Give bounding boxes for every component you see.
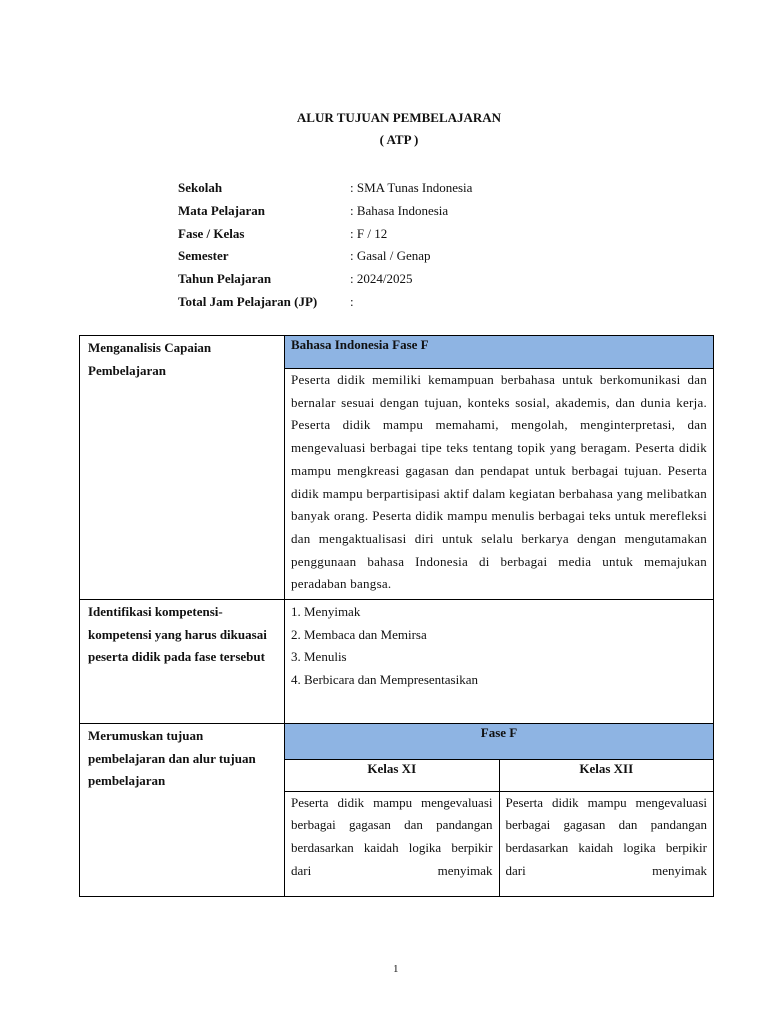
kelas-xii-text: Peserta didik mampu mengevaluasi berbagai gagasan dan pandangan berdasarkan kaidah logika berpikir dari menyimak [505,794,707,878]
table-row-capaian [80,336,714,369]
meta-label: Mata Pelajaran [178,203,266,219]
fase-header: Fase F [285,724,713,759]
meta-value: : 2024/2025 [350,271,413,287]
document-subtitle: ( ATP ) [379,132,419,147]
document-title: ALUR TUJUAN PEMBELAJARAN [296,110,502,125]
meta-row-total-jp [178,290,472,313]
list-item: 2. Membaca dan Memirsa [291,626,427,642]
kompetensi-label: Identifikasi kompetensi-kompetensi yang harus dikuasai peserta didik pada fase tersebut [80,600,285,724]
meta-value: : Gasal / Genap [350,248,431,264]
meta-value: : [350,293,354,309]
page-number: 1 [393,963,399,975]
meta-label: Fase / Kelas [178,225,245,241]
list-item: 3. Menulis [291,649,347,665]
meta-row-semester [178,245,472,268]
meta-row-tahun-pelajaran [178,268,472,291]
tujuan-label: Merumuskan tujuan pembelajaran dan alur tujuan pembelajaran [80,724,285,897]
meta-row-fase-kelas [178,222,472,245]
table-row-tujuan [80,724,714,897]
meta-label: Tahun Pelajaran [178,271,272,287]
capaian-label: Menganalisis Capaian Pembelajaran [80,336,285,600]
meta-value: : F / 12 [350,225,388,241]
meta-row-mata-pelajaran [178,200,472,223]
meta-label: Total Jam Pelajaran (JP) [178,293,318,309]
tujuan-cell [285,724,714,897]
capaian-header: Bahasa Indonesia Fase F [285,336,714,369]
meta-label: Semester [178,248,229,264]
table-row-kompetensi [80,600,714,724]
meta-label: Sekolah [178,180,223,196]
meta-value: : SMA Tunas Indonesia [350,180,473,196]
kompetensi-list [285,600,713,693]
kelas-xi-text: Peserta didik mampu mengevaluasi berbagai gagasan dan pandangan berdasarkan kaidah logika berpikir dari menyimak [291,794,493,878]
meta-row-sekolah [178,177,472,200]
meta-value: : Bahasa Indonesia [350,203,449,219]
list-item: 4. Berbicara dan Mempresentasikan [291,672,478,688]
kelas-xi-cell [285,791,499,896]
meta-block [178,177,472,313]
atp-table [79,335,714,897]
kompetensi-cell [285,600,714,724]
kelas-xii-header: Kelas XII [499,759,713,791]
kelas-xii-cell [499,791,713,896]
kelas-xi-header: Kelas XI [285,759,499,791]
fase-table [285,724,713,896]
list-item: 1. Menyimak [291,604,361,620]
capaian-text: Peserta didik memiliki kemampuan berbahasa untuk berkomunikasi dan bernalar sesuai dengan tujuan, konteks sosial, akademis, dan dunia kerja. Peserta didik mampu memahami, mengolah, menginterpretasi, dan mengevaluasi berbagai tipe teks tentang topik yang beragam. Peserta didik mampu mengkreasi gagasan dan pendapat untuk berbagai tujuan. Peserta didik mampu berpartisipasi aktif dalam kegiatan berbahasa yang melibatkan banyak orang. Peserta didik mampu menulis berbagai teks untuk merefleksi dan mengaktualisasi diri untuk selalu berkarya dengan mengutamakan penggunaan bahasa Indonesia di berbagai media untuk memajukan peradaban bangsa. [285,369,714,600]
